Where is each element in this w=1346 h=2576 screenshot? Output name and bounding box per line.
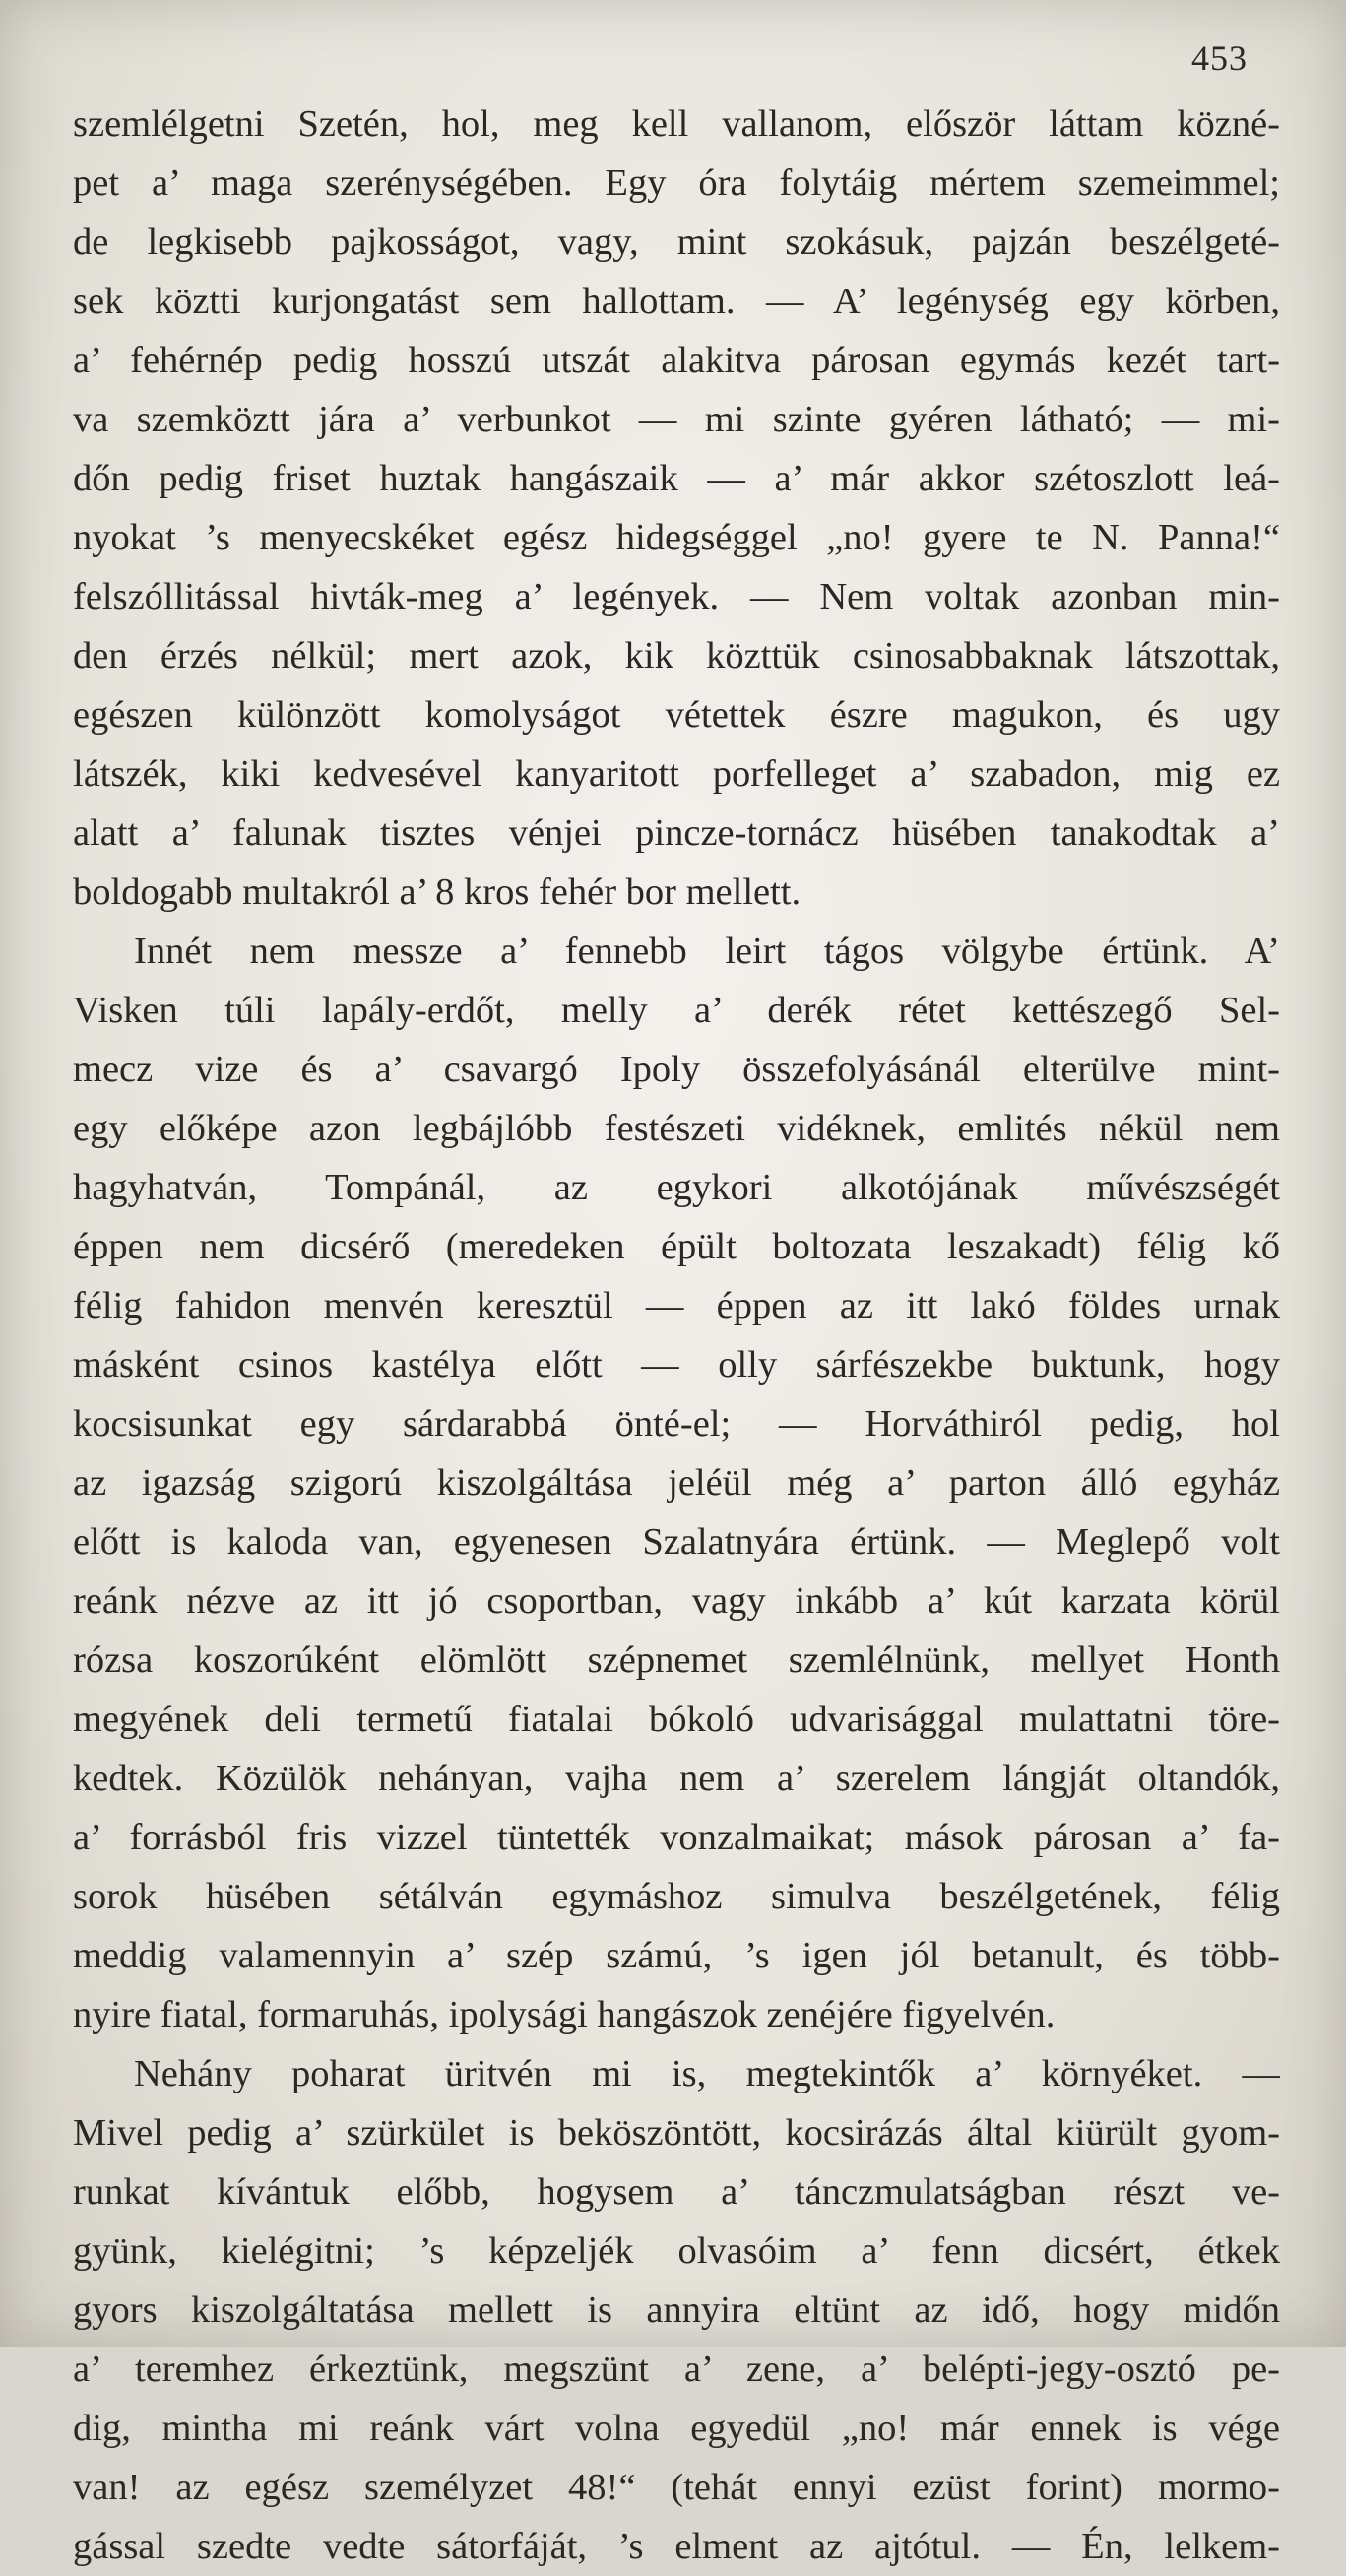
text-line: a’ teremhez érkeztünk, megszünt a’ zene, a’ belépti-jegy-osztó pe- (73, 2349, 1280, 2390)
text-line: a’ fehérnép pedig hosszú utszát alakitva párosan egymás kezét tart- (73, 340, 1280, 381)
text-line: kocsisunkat egy sárdarabbá önté-el; — Horváthiról pedig, hol (73, 1403, 1280, 1445)
text-line: másként csinos kastélya előtt — olly sárfészekbe buktunk, hogy (73, 1344, 1280, 1385)
text-line: den érzés nélkül; mert azok, kik közttük csinosabbaknak látszottak, (73, 635, 1280, 676)
text-line: egy előképe azon legbájlóbb festészeti vidéknek, emlités nékül nem (73, 1108, 1280, 1149)
text-line: a’ forrásból fris vizzel tüntették vonzalmaikat; mások párosan a’ fa- (73, 1817, 1280, 1858)
text-line: mecz vize és a’ csavargó Ipoly összefolyásánál elterülve mint- (73, 1049, 1280, 1090)
text-line: nyokat ’s menyecskéket egész hidegséggel „no! gyere te N. Panna!“ (73, 517, 1280, 558)
text-line: az igazság szigorú kiszolgáltása jeléül még a’ parton álló egyház (73, 1462, 1280, 1504)
text-line: Mivel pedig a’ szürkület is beköszöntött, kocsirázás által kiürült gyom- (73, 2112, 1280, 2154)
text-line: de legkisebb pajkosságot, vagy, mint szokásuk, pajzán beszélgeté- (73, 222, 1280, 263)
paragraph-1 (73, 95, 1280, 922)
text-line: runkat kívántuk előbb, hogysem a’ tánczmulatságban részt ve- (73, 2171, 1280, 2213)
text-line: rózsa koszorúként elömlött szépnemet szemlélnünk, mellyet Honth (73, 1640, 1280, 1681)
paragraph-2 (73, 922, 1280, 2044)
page-number: 453 (1191, 38, 1248, 78)
text-line: látszék, kiki kedvesével kanyaritott porfelleget a’ szabadon, mig ez (73, 753, 1280, 795)
text-line: nyire fiatal, formaruhás, ipolysági hangászok zenéjére figyelvén. (73, 1994, 1056, 2035)
text-line: felszóllitással hivták-meg a’ legények. — Nem voltak azonban min- (73, 576, 1280, 617)
text-line: va szemköztt jára a’ verbunkot — mi szinte gyéren látható; — mi- (73, 399, 1280, 440)
text-line: kedtek. Közülök nehányan, vajha nem a’ szerelem lángját oltandók, (73, 1758, 1280, 1799)
text-line: sorok hüsében sétálván egymáshoz simulva beszélgetének, félig (73, 1876, 1280, 1917)
text-line: dig, mintha mi reánk várt volna egyedül „no! már ennek is vége (73, 2408, 1280, 2449)
text-line: alatt a’ falunak tisztes vénjei pincze-tornácz hüsében tanakodtak a’ (73, 812, 1280, 854)
body-text (73, 95, 1280, 2576)
text-line: gással szedte vedte sátorfáját, ’s elment az ajtótul. — Én, lelkem- (73, 2526, 1280, 2567)
text-line: van! az egész személyzet 48!“ (tehát ennyi ezüst forint) mormo- (73, 2467, 1280, 2508)
text-line: előtt is kaloda van, egyenesen Szalatnyára értünk. — Meglepő volt (73, 1521, 1280, 1563)
text-line: félig fahidon menvén keresztül — éppen az itt lakó földes urnak (73, 1285, 1280, 1326)
text-line: pet a’ maga szerénységében. Egy óra folytáig mértem szemeimmel; (73, 162, 1280, 204)
text-line: boldogabb multakról a’ 8 kros fehér bor mellett. (73, 871, 801, 913)
text-line: gyünk, kielégitni; ’s képzeljék olvasóim a’ fenn dicsért, étkek (73, 2230, 1280, 2272)
paragraph-3 (73, 2044, 1280, 2576)
text-line: hagyhatván, Tompánál, az egykori alkotójának művészségét (73, 1167, 1280, 1208)
text-line: dőn pedig friset huztak hangászaik — a’ már akkor szétoszlott leá- (73, 458, 1280, 499)
text-line: Visken túli lapály-erdőt, melly a’ derék rétet kettészegő Sel- (73, 990, 1280, 1031)
text-line: sek köztti kurjongatást sem hallottam. — A’ legénység egy körben, (73, 281, 1280, 322)
text-line: megyének deli termetű fiatalai bókoló udvarisággal mulattatni töre- (73, 1699, 1280, 1740)
text-line: meddig valamennyin a’ szép számú, ’s igen jól betanult, és több- (73, 1935, 1280, 1976)
text-line: Nehány poharat üritvén mi is, megtekintők a’ környéket. — (134, 2053, 1280, 2094)
text-line: Innét nem messze a’ fennebb leirt tágos völgybe értünk. A’ (134, 931, 1280, 972)
text-line: szemlélgetni Szetén, hol, meg kell vallanom, először láttam közné- (73, 103, 1280, 145)
text-line: éppen nem dicsérő (meredeken épült boltozata leszakadt) félig kő (73, 1226, 1280, 1267)
text-line: reánk nézve az itt jó csoportban, vagy inkább a’ kút karzata körül (73, 1580, 1280, 1622)
text-line: egészen különzött komolyságot vétettek észre magukon, és ugy (73, 694, 1280, 736)
text-line: gyors kiszolgáltatása mellett is annyira eltünt az idő, hogy midőn (73, 2289, 1280, 2331)
